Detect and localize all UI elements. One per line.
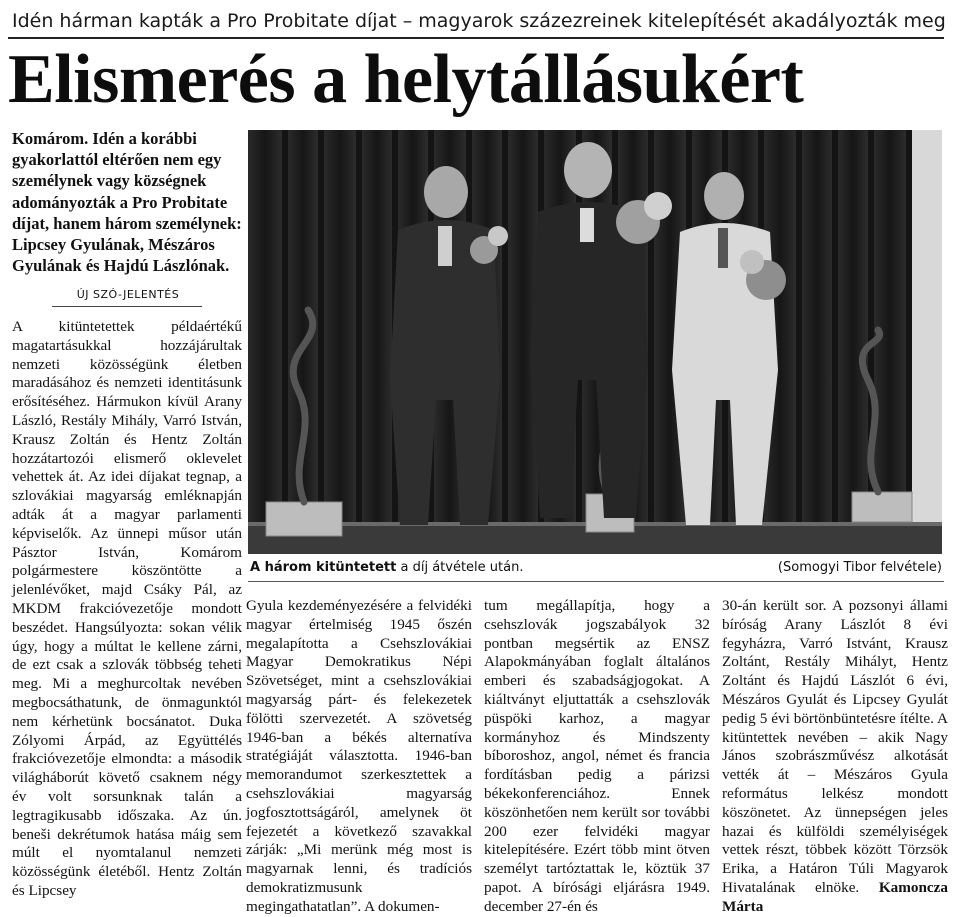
article-column-3: tum megállapítja, hogy a csehszlovák jogszabályok 32 pontban megsértik az ENSZ Alapokmányában foglalt általános emberi és szabadságjogokat. A kiáltványt eljuttatták a csehszlovák püspöki karhoz, a magyar kormányhoz és Mindszenty bíboroshoz, angol, német és francia fordításban pedig a párizsi békekonferenciához. Ennek köszönhetően nem került sor további 200 ezer felvidéki magyar kitelepítésére. Ezért több mint ötven személyt tartóztattak le, köztük 37 papot. A bírósági eljárásra 1949. december 27-én és: [484, 597, 710, 915]
article-column-4: [722, 597, 948, 915]
article-column-4-text: 30-án került sor. A pozsonyi állami bíróság Arany Lászlót 8 évi fegyházra, Varró Istvánt, Krausz Zoltánt, Restály Mihályt, Hentz Zoltánt és Hajdú Lászlót 6 évi, Mészáros Gyulát és Lipcsey Gyulát pedig 5 évi börtönbüntetésre ítélte. A kitüntettek nevében – akik Nagy János szobrászművész alkotását vették át – Mészáros Gyula református lelkész mondott köszönetet. Az ünnepségen jeles hazai és külföldi személyiségek vettek részt, többek között Törzsök Erika, a Határon Túli Magyarok Hivatalának elnöke.: [722, 597, 948, 896]
caption-bold: A három kitüntetett: [250, 560, 397, 575]
article-column-2: Gyula kezdeményezésére a felvidéki magyar értelmiség 1945 őszén megalapította a Csehszlovákiai Magyar Demokratikus Népi Szövetséget, mint a csehszlovákiai magyarság párt- és felekezetek fölötti szervezetét. A szövetség 1946-ban a békés alternatíva stratégiáját választotta. 1946-ban memorandumot szerkesztettek a csehszlovákiai magyarság jogfosztottságáról, amelynek öt fejezetét a következő szavakkal zárják: „Mi merünk még most is magyarnak lenni, és tradíciós demokratizmusunk megingathatatlan”. A dokumen-: [246, 597, 472, 915]
caption-text: [250, 560, 523, 575]
article-column-1: A kitüntetettek példaértékű magatartásukkal hozzájárultak nemzeti közösségünk életben maradásához és nemzeti identitásunk erősítéséhez. Hármukon kívül Arany László, Restály Mihály, Varró István, Krausz Zoltán és Hentz Zoltán hozzátartozói elismerő oklevelet vehettek át. Az idei díjakat tegnap, a szlovákiai magyarság emléknapján adták át a magyar parlamenti képviselők. Az ünnepi műsor után Pásztor István, Komárom polgármestere köszöntötte a jelenlévőket, majd Csáky Pál, az MKDM frakcióvezetője mondott beszédet. Hangsúlyozta: sokan vélik úgy, hogy a múltat le kellene zárni, de ezt csak a szlovák többség teheti meg. Mi a meghurcoltak nevében megbocsáthatunk, de önmagunktól nem kérhetünk bocsánatot. Duka Zólyomi Árpád, az Együttélés frakcióvezetője elmondta: a második világháborút követő csaknem négy év volt sorsunknak talán a legtragikusabb időszaka. Az ún. beneši dekrétumok hatása máig sem múlt el nyomtalanul nemzeti közösségünk életéből. Hentz Zoltán és Lipcsey: [12, 318, 242, 899]
photo-caption: [250, 558, 942, 578]
article-author: Kamoncza Márta: [722, 878, 948, 915]
article-lead: Komárom. Idén a korábbi gyakorlattól eltérően nem egy személynek vagy községnek adományozták a Pro Probitate díjat, hanem három személynek: Lipcsey Gyulának, Mészáros Gyulának és Hajdú Lászlónak.: [12, 129, 242, 276]
caption-divider: [248, 581, 944, 582]
article-photo: [248, 130, 942, 554]
photo-scene-image: [248, 130, 942, 554]
caption-rest: a díj átvétele után.: [396, 560, 524, 575]
byline-divider: [52, 306, 202, 307]
article-byline: ÚJ SZÓ-JELENTÉS: [76, 288, 180, 301]
photo-credit: (Somogyi Tibor felvétele): [777, 560, 942, 575]
article-kicker: Idén hárman kapták a Pro Probitate díjat – magyarok százezreinek kitelepítését akadályozták meg: [12, 10, 946, 32]
article-headline: Elismerés a helytállásukért: [8, 41, 804, 118]
